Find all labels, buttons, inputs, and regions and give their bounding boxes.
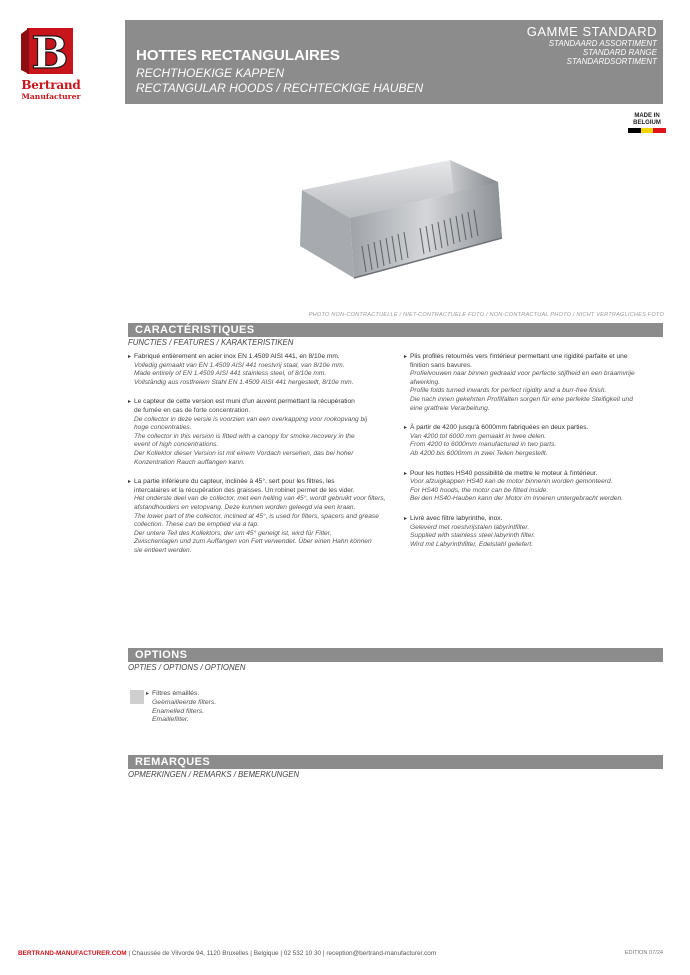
feature-text-translation: The collector in this version is fitted with a canopy for smoke recovery in the [134,432,355,440]
feature-text-translation: Der Kollektor dieser Version ist mit einem Vordach versehen, das bei hoher [134,449,354,457]
range-nl: STANDAARD ASSORTIMENT [548,39,657,48]
section-options: OPTIONS [128,648,663,662]
feature-text-fr: ▸ Plis profilés retournés vers l'intérieur permettant une rigidité parfaite et une [404,353,666,362]
feature-text-fr: ▸ Fabriqué entièrement en acier inox EN 1.4509 AISI 441, en 8/10e mm. [128,353,396,362]
feature-item [128,478,396,555]
feature-text-translation: Die nach innen gekehrten Profilfalten sorgen für eine perfekte Steifigkeit und [410,395,633,403]
feature-text-translation: Voor afzuigkappen HS40 kan de motor binnenin worden gemonteerd. [410,478,613,486]
feature-item [404,424,666,458]
feature-text-translation: Vollständig aus rostfreiem Stahl EN 1.4509 AISI 441 hergestellt, 8/10e mm. [134,378,354,386]
range-de: STANDARDSORTIMENT [566,57,657,66]
feature-text-translation: event of high concentrations. [134,441,219,449]
option-label-en: Enamelled filters. [152,707,205,715]
feature-text-fr: ▸ Le capteur de cette version est muni d'un auvent permettant la récupération [128,398,396,407]
feature-text-translation: Wird mit Labyrinthfilter, Edelstahl geliefert. [410,540,534,548]
header-band [125,20,663,104]
option-label-nl: Geëmailleerde filters. [152,698,217,706]
section-remarks: REMARQUES [128,755,663,769]
feature-text-fr: ▸ Livré avec filtre labyrinthe, inox. [404,515,666,524]
characteristics-left-column [128,353,396,566]
belgium-flag-icon [628,128,666,133]
footer-details: | Chaussée de Vilvorde 94, 1120 Bruxelles | Belgique | 02 532 10 30 | reception@bertrand-manufacturer.com [126,950,437,957]
feature-text-translation: afwerking. [410,378,441,386]
feature-text-translation: Supplied with stainless steel labyrinth filter. [410,532,536,540]
feature-text-translation: Volledig gemaakt van EN 1.4509 AISI 441 roestvrij staal, van 8/10e mm. [134,361,345,369]
feature-text-fr: finition sans bavures. [410,361,472,369]
feature-text-translation: Der untere Teil des Kollektors, der um 45° geneigt ist, wird für Filter, [134,529,332,537]
page-title-en-de: RECTANGULAR HOODS / RECHTECKIGE HAUBEN [136,81,424,95]
feature-text-translation: sie entleert werden. [134,546,192,554]
option-label-fr: ▸ Filtres émaillés. [146,690,216,699]
photo-caption: PHOTO NON-CONTRACTUELLE / NIET-CONTRACTUELE FOTO / NON-CONTRACTUAL PHOTO / NICHT VERTRAGLICHES FOTO [308,312,664,318]
feature-text-translation: De collector in deze versie is voorzien van een overkapping voor rookopvang bij [134,415,368,423]
feature-item [404,470,666,504]
option-label-de: Emaillefilter. [152,716,189,724]
range-title: GAMME STANDARD [526,24,657,39]
feature-text-translation: Geleverd met roestvrijstalen labyrintfilter. [410,523,530,531]
brand-sub: Manufacturer [21,92,81,101]
feature-text-translation: Made entirely of EN 1.4509 AISI 441 stainless steel, of 8/10e mm. [134,370,327,378]
page-title-nl: RECHTHOEKIGE KAPPEN [136,66,285,80]
feature-text-translation: eine gratfreie Verarbeitung. [410,404,490,412]
characteristics-right-column [404,353,666,560]
feature-text-translation: Ab 4200 bis 6000mm in zwei Teilen hergestellt. [410,449,548,457]
option-checkbox[interactable] [130,690,144,704]
feature-text-translation: Bei den HS40-Hauben kann der Motor im Inneren untergebracht werden. [410,495,623,503]
section-options-sub: OPTIES / OPTIONS / OPTIONEN [128,663,246,672]
feature-text-translation: Profile folds turned inwards for perfect rigidity and a burr-free finish. [410,387,607,395]
section-remarks-sub: OPMERKINGEN / REMARKS / BEMERKUNGEN [128,770,300,779]
feature-text-fr: ▸ Pour les hottes HS40 possibilité de mettre le moteur à l'intérieur. [404,470,666,479]
feature-text-translation: For HS40 hoods, the motor can be fitted inside. [410,486,549,494]
feature-text-translation: Zwischenlagen und zum Auffangen von Fett verwendet. Über einen Hahn können [134,538,372,546]
feature-item [404,515,666,549]
made-in-line2: BELGIUM [633,120,661,126]
feature-text-fr: de fumée en cas de forte concentration. [134,406,251,414]
footer [18,950,663,957]
section-characteristics: CARACTÉRISTIQUES [128,323,663,337]
feature-text-fr: ▸ La partie inférieure du capteur, inclinée à 45°, sert pour les filtres, les [128,478,396,487]
feature-text-translation: afstandhouders en vetopvang. Deze kunnen worden geleegd via een kraan. [134,503,356,511]
svg-text:B: B [31,28,69,78]
footer-website-link[interactable]: BERTRAND-MANUFACTURER.COM [18,950,127,957]
brand-name: Bertrand [21,78,81,92]
feature-text-translation: Het onderste deel van de collector, met een helling van 45°, wordt gebruikt voor filters, [134,495,386,503]
section-characteristics-sub: FUNCTIES / FEATURES / KARAKTERISTIKEN [128,338,294,347]
page-title: HOTTES RECTANGULAIRES [136,47,340,64]
option-item [146,690,216,725]
brand-logo [19,26,83,104]
feature-text-translation: Van 4200 tot 6000 mm gemaakt in twee delen. [410,432,547,440]
feature-text-translation: hoge concentraties. [134,424,192,432]
feature-text-translation: From 4200 to 6000mm manufactured in two parts. [410,441,557,449]
made-in-belgium-badge [628,113,666,137]
feature-text-translation: collection. These can be emptied via a tap. [134,521,259,529]
feature-text-fr: ▸ À partir de 4200 jusqu'à 6000mm fabriquées en deux parties. [404,424,666,433]
feature-text-translation: Konzentration Rauch auffangen kann. [134,458,245,466]
feature-item [128,353,396,387]
feature-item [404,353,666,413]
feature-text-translation: Profielvouwen naar binnen gedraaid voor perfecte stijfheid en een braamvrije [410,370,635,378]
logo-b-icon [21,26,79,78]
footer-edition: EDITION 07/24 [624,950,663,956]
range-en: STANDARD RANGE [582,48,657,57]
made-in-line1: MADE IN [634,113,660,119]
feature-text-translation: The lower part of the collector, inclined at 45°, is used for filters, spacers and grease [134,512,379,520]
product-photo [280,160,520,280]
feature-item [128,398,396,467]
feature-text-fr: intercalaires et la récupération des graisses. Un robinet permet de les vider. [134,486,355,494]
